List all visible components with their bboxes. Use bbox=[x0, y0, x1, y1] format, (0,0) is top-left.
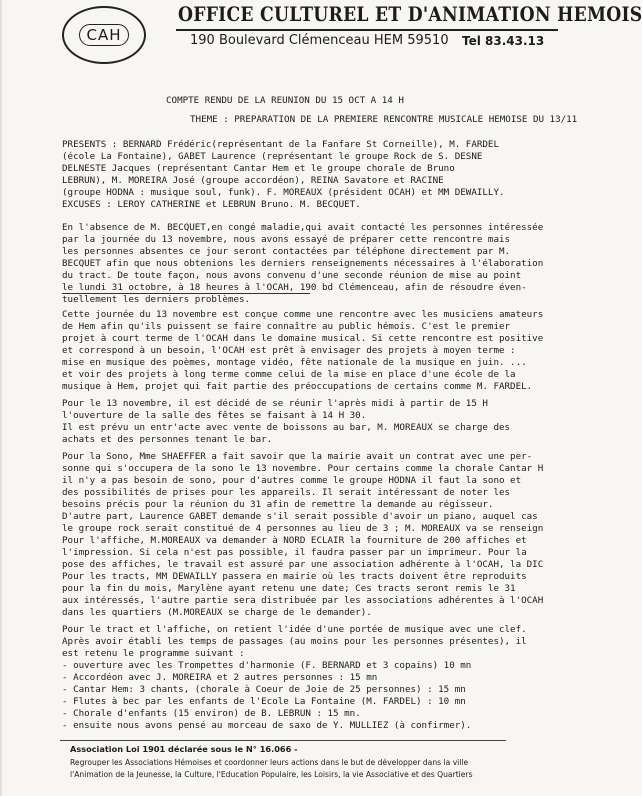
text-line: EXCUSES : LEROY CATHERINE et LEBRUN Bruno. M. BECQUET. bbox=[62, 199, 361, 210]
text-line: Pour le 13 novembre, il est décidé de se réunir l'après midi à partir de 15 H bbox=[62, 398, 488, 409]
text-line: et correspond à un besoin, l'OCAH est prêt à envisager des projets à moyen terme : bbox=[62, 345, 516, 356]
text-line: l'ouverture de la salle des fêtes se faisant à 14 H 30. bbox=[62, 410, 367, 421]
theme-line: THEME : PREPARATION DE LA PREMIERE RENCONTRE MUSICALE HEMOISE DU 13/11 bbox=[190, 114, 578, 125]
program-item: - Flutes à bec par les enfants de l'Ecole La Fontaine (M. FARDEL) : 10 mn bbox=[62, 696, 466, 707]
header-rule bbox=[176, 29, 558, 31]
text-line: Pour l'affiche, M.MOREAUX va demander à NORD ECLAIR la fourniture de 200 affiches et bbox=[62, 535, 527, 546]
footer-mission-line-1: Regrouper les Associations Hémoises et coordonner leurs actions dans le but de développer dans la ville bbox=[70, 758, 469, 767]
footer-rule bbox=[60, 740, 506, 741]
text-line: est retenu le programme suivant : bbox=[62, 648, 245, 659]
text-line: LEBRUN), M. MOREIRA José (groupe accordéon), REINA Savatore et RACINE bbox=[62, 175, 444, 186]
text-line: musique à Hem, projet qui fait partie des préoccupations de certains comme M. FARDEL. bbox=[62, 381, 533, 392]
text-line: PRESENTS : BERNARD Frédéric(représentant de la Fanfare St Corneille), M. FARDEL bbox=[62, 139, 499, 150]
text-line: besoins précis pour la réunion du 31 afin de remettre la demande au régisseur. bbox=[62, 499, 494, 510]
report-title: COMPTE RENDU DE LA REUNION DU 15 OCT A 14 H bbox=[166, 95, 404, 106]
text-line: mise en musique des poèmes, montage vidéo, fête nationale de la musique en juin. ... bbox=[62, 357, 527, 368]
text-line: dans les quartiers (M.MOREAUX se charge de le demander). bbox=[62, 607, 372, 618]
text-line: le groupe rock serait constitué de 4 personnes au lieu de 3 ; M. MOREAUX va se renseign bbox=[62, 523, 544, 534]
program-item: - ouverture avec les Trompettes d'harmonie (F. BERNARD et 3 copains) 10 mn bbox=[62, 660, 472, 671]
program-item: - Chorale d'enfants (15 environ) de B. LEBRUN : 15 mn. bbox=[62, 708, 361, 719]
text-line: et voir des projets à long terme comme celui de la mise en place d'une école de la bbox=[62, 369, 516, 380]
text-line: achats et des personnes tenant le bar. bbox=[62, 434, 273, 445]
text-line: le lundi 31 octobre, à 18 heures à l'OCAH, 190 bd Clémenceau, afin de résoudre éven- bbox=[62, 282, 527, 293]
program-item: - ensuite nous avons pensé au morceau de saxo de Y. MULLIEZ (à confirmer). bbox=[62, 720, 472, 731]
text-line: Cette journée du 13 novembre est conçue comme une rencontre avec les musiciens amateurs bbox=[62, 309, 544, 320]
text-line: Pour les tracts, MM DEWAILLY passera en mairie où les tracts doivent être reproduits bbox=[62, 571, 527, 582]
text-line: tuellement les derniers problèmes. bbox=[62, 294, 251, 305]
text-line: BECQUET afin que nous obtenions les derniers renseignements nécessaires à l'élaboration bbox=[62, 258, 544, 269]
logo-text: CAH bbox=[79, 24, 128, 46]
address: 190 Boulevard Clémenceau HEM 59510 bbox=[190, 33, 449, 48]
text-line: des possibilités de prises pour les appareils. Il serait intéressant de noter les bbox=[62, 487, 511, 498]
text-line: D'autre part, Laurence GABET demande s'il serait possible d'avoir un piano, auquel cas bbox=[62, 511, 538, 522]
program-item: - Cantar Hem: 3 chants, (chorale à Coeur de Joie de 25 personnes) : 15 mn bbox=[62, 684, 466, 695]
text-line: Pour la Sono, Mme SHAEFFER a fait savoir que la mairie avait un contrat avec une per- bbox=[62, 451, 533, 462]
text-line: il n'y a pas besoin de sono, pour d'autres comme le groupe HODNA il faut la sono et bbox=[62, 475, 522, 486]
program-item: - Accordéon avec J. MOREIRA et 2 autres personnes : 15 mn bbox=[62, 672, 378, 683]
text-line: Pour le tract et l'affiche, on retient l'idée d'une portée de musique avec une clef. bbox=[62, 624, 527, 635]
footer-registration: Association Loi 1901 déclarée sous le N° 16.066 - bbox=[70, 744, 298, 754]
cah-logo bbox=[62, 6, 146, 64]
text-line: les personnes absentes ce jour seront contactées par téléphone directement par M. bbox=[62, 246, 511, 257]
text-line: (école La Fontaine), GABET Laurence (représentant le groupe Rock de S. DESNE bbox=[62, 151, 483, 162]
text-line: par la journée du 13 novembre, nous avons essayé de préparer cette rencontre mais bbox=[62, 234, 511, 245]
footer-mission-line-2: l'Animation de la Jeunesse, la Culture, l'Education Populaire, les Loisirs, la vie Associative et des Quartiers bbox=[70, 770, 473, 779]
organization-name: OFFICE CULTUREL ET D'ANIMATION HEMOIS bbox=[178, 2, 642, 26]
text-line: Après avoir établi les temps de passages (au moins pour les personnes présentes), il bbox=[62, 636, 527, 647]
phone-number: Tel 83.43.13 bbox=[462, 34, 545, 48]
text-line: Il est prévu un entr'acte avec vente de boissons au bar, M. MOREAUX se charge des bbox=[62, 422, 511, 433]
text-line: (groupe HODNA : musique soul, funk). F. MOREAUX (président OCAH) et MM DEWAILLY. bbox=[62, 187, 505, 198]
text-line: de Hem afin qu'ils puissent se faire connaître au public hémois. C'est le premier bbox=[62, 321, 511, 332]
text-line: sonne qui s'occupera de la sono le 13 novembre. Pour certains comme la chorale Cantar H bbox=[62, 463, 544, 474]
text-line: En l'absence de M. BECQUET,en congé maladie,qui avait contacté les personnes intéressée bbox=[62, 222, 544, 233]
text-line: du tract. De toute façon, nous avons convenu d'une seconde réunion de mise au point bbox=[62, 270, 522, 281]
text-line: pour la fin du mois, Marylène ayant retenu une date; Ces tracts seront remis le 31 bbox=[62, 583, 516, 594]
text-line: projet à court terme de l'OCAH dans le domaine musical. Si cette rencontre est positive bbox=[62, 333, 544, 344]
page-edge bbox=[0, 0, 2, 796]
text-line: aux intéressés, l'autre partie sera distribuée par les associations adhérentes à l'OCAH bbox=[62, 595, 544, 606]
text-line: DELNESTE Jacques (représentant Cantar Hem et le groupe chorale de Bruno bbox=[62, 163, 455, 174]
text-line: pose des affiches, le travail est assuré par une association adhérente à l'OCAH, la DIC bbox=[62, 559, 544, 570]
text-line: l'impression. Si cela n'est pas possible, il faudra passer par un imprimeur. Pour la bbox=[62, 547, 527, 558]
